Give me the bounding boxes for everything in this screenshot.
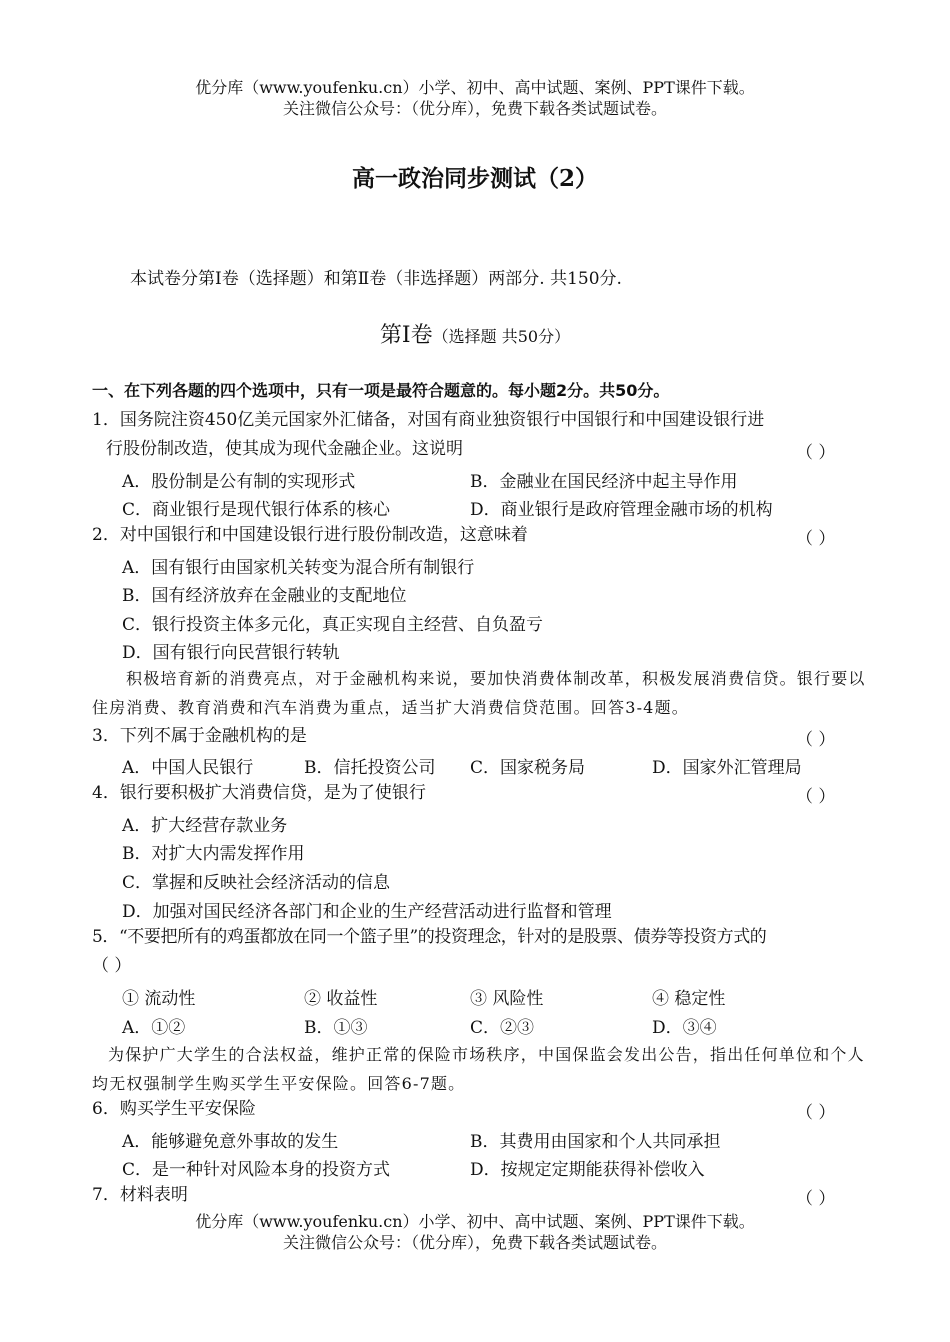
header-line-1: 优分库（www.youfenku.cn）小学、初中、高中试题、案例、PPT课件下载。 xyxy=(195,78,755,97)
q7-answer-blank: （ ） xyxy=(796,1189,836,1209)
q1-option-b: B．金融业在国民经济中起主导作用 xyxy=(470,472,738,492)
q1-answer-blank: （ ） xyxy=(796,443,836,463)
q6-answer-blank: （ ） xyxy=(796,1103,836,1123)
q2-option-d: D．国有银行向民营银行转轨 xyxy=(122,643,340,663)
q2-answer-blank: （ ） xyxy=(796,529,836,549)
q5-option-b: B．①③ xyxy=(304,1018,368,1038)
q5-option-c: C．②③ xyxy=(470,1018,535,1038)
q5-option-a: A．①② xyxy=(122,1018,186,1038)
intro-text: 本试卷分第Ⅰ卷（选择题）和第Ⅱ卷（非选择题）两部分. 共150分. xyxy=(130,269,622,289)
q4-answer-blank: （ ） xyxy=(796,787,836,807)
q2-option-b: B．国有经济放弃在金融业的支配地位 xyxy=(122,586,407,606)
q3-stem: 3．下列不属于金融机构的是 xyxy=(92,726,307,746)
q6-option-d: D．按规定定期能获得补偿收入 xyxy=(470,1160,705,1180)
q4-option-c: C．掌握和反映社会经济活动的信息 xyxy=(122,873,391,893)
q3-option-c: C．国家税务局 xyxy=(470,758,586,778)
q1-stem-line2: 行股份制改造，使其成为现代金融企业。这说明 xyxy=(106,439,463,459)
q7-stem: 7．材料表明 xyxy=(92,1185,188,1205)
q4-option-d: D．加强对国民经济各部门和企业的生产经营活动进行监督和管理 xyxy=(122,902,612,922)
q3-answer-blank: （ ） xyxy=(796,730,836,750)
q6-option-a: A．能够避免意外事故的发生 xyxy=(122,1132,339,1152)
part-heading-main: 第Ⅰ卷 xyxy=(379,323,433,348)
part-heading xyxy=(0,318,950,349)
page-title: 高一政治同步测试（2） xyxy=(351,165,598,192)
q5-item-3: ③ 风险性 xyxy=(470,989,544,1009)
q5-stem-line2: （ ） xyxy=(92,956,132,976)
q1-option-a: A．股份制是公有制的实现形式 xyxy=(122,472,356,492)
q5-option-d: D．③④ xyxy=(652,1018,717,1038)
q5-item-4: ④ 稳定性 xyxy=(652,989,726,1009)
footer-line-2: 关注微信公众号：（优分库），免费下载各类试题试卷。 xyxy=(282,1233,667,1252)
q5-item-1: ① 流动性 xyxy=(122,989,196,1009)
q6-stem: 6．购买学生平安保险 xyxy=(92,1099,256,1119)
q6-option-c: C．是一种针对风险本身的投资方式 xyxy=(122,1160,391,1180)
part-heading-sub: （选择题 共50分） xyxy=(432,327,571,346)
q1-option-d: D．商业银行是政府管理金融市场的机构 xyxy=(470,500,773,520)
material-2: 为保护广大学生的合法权益，维护正常的保险市场秩序，中国保监会发出公告，指出任何单位和个人均无权强制学生购买学生平安保险。回答6-7题。 xyxy=(92,1045,865,1093)
header-line-2: 关注微信公众号：（优分库），免费下载各类试题试卷。 xyxy=(282,99,667,118)
q1-stem-line1: 1．国务院注资450亿美元国家外汇储备，对国有商业独资银行中国银行和中国建设银行进 xyxy=(92,410,765,430)
q3-option-a: A．中国人民银行 xyxy=(122,758,254,778)
q2-option-a: A．国有银行由国家机关转变为混合所有制银行 xyxy=(122,558,475,578)
q5-item-2: ② 收益性 xyxy=(304,989,378,1009)
section-heading: 一、在下列各题的四个选项中，只有一项是最符合题意的。每小题2分。共50分。 xyxy=(92,381,670,400)
q4-stem: 4．银行要积极扩大消费信贷，是为了使银行 xyxy=(92,783,426,803)
q2-stem: 2．对中国银行和中国建设银行进行股份制改造，这意味着 xyxy=(92,525,528,545)
q6-option-b: B．其费用由国家和个人共同承担 xyxy=(470,1132,721,1152)
q4-option-b: B．对扩大内需发挥作用 xyxy=(122,844,305,864)
footer-line-1: 优分库（www.youfenku.cn）小学、初中、高中试题、案例、PPT课件下载。 xyxy=(195,1212,755,1231)
q3-option-b: B．信托投资公司 xyxy=(304,758,436,778)
material-1: 积极培育新的消费亮点，对于金融机构来说，要加快消费体制改革，积极发展消费信贷。银行要以住房消费、教育消费和汽车消费为重点，适当扩大消费信贷范围。回答3-4题。 xyxy=(92,669,866,717)
q1-option-c: C．商业银行是现代银行体系的核心 xyxy=(122,500,391,520)
q3-option-d: D．国家外汇管理局 xyxy=(652,758,802,778)
q5-stem-line1: 5．“不要把所有的鸡蛋都放在同一个篮子里”的投资理念，针对的是股票、债券等投资方式的 xyxy=(92,927,767,947)
q4-option-a: A．扩大经营存款业务 xyxy=(122,816,288,836)
q2-option-c: C．银行投资主体多元化，真正实现自主经营、自负盈亏 xyxy=(122,615,544,635)
